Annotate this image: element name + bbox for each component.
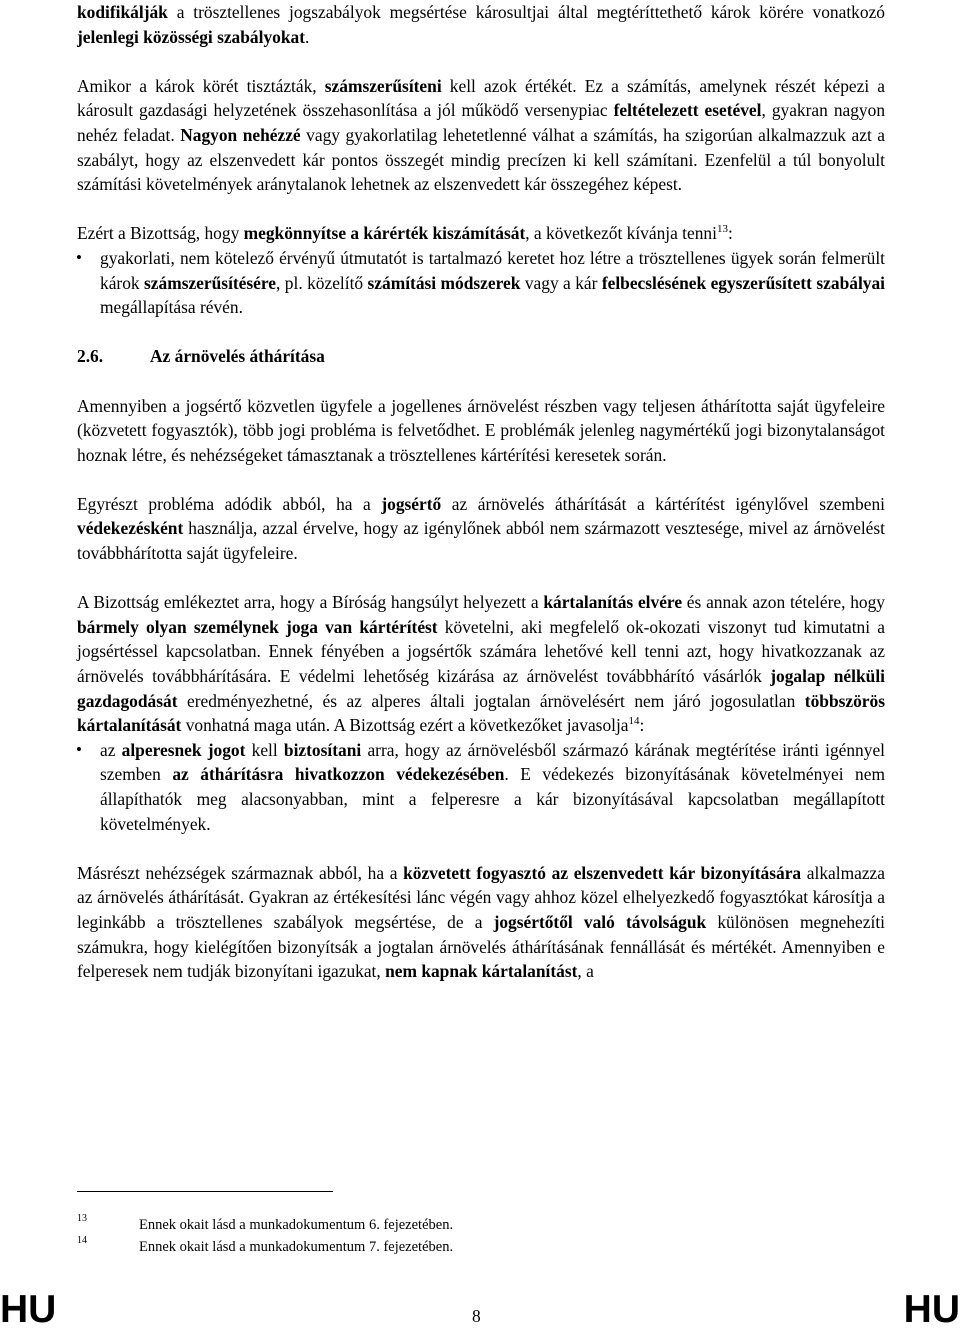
paragraph-4: Amennyiben a jogsértő közvetlen ügyfele a jogellenes árnövelést részben vagy teljesen áthárította saját ügyfeleire (közvetett fogyasztók), több jogi probléma is felvetődhet. E problémák jelenleg nagymértékű jogi bizonytalanságot hoznak létre, és nehézségeket támasztanak a trösztellenes kártérítési keresetek során. xyxy=(77,395,885,465)
bullet-icon: • xyxy=(76,739,82,759)
footnote-number: 13 xyxy=(77,1213,87,1224)
page-number: 8 xyxy=(472,1306,481,1326)
footnote-text: Ennek okait lásd a munkadokumentum 7. fejezetében. xyxy=(139,1239,454,1255)
bullet-list-1 xyxy=(77,246,885,320)
paragraph-7: Másrészt nehézségek származnak abból, ha a közvetett fogyasztó az elszenvedett kár bizonyítására alkalmazza az árnövelés áthárítását. Gyakran az értékesítési lánc végén vagy ahhoz közel elhelyezkedő fogyasztókat károsítja a leginkább a trösztellenes szabályok megsértése, de a jogsértőtől való távolságuk különösen megnehezíti számukra, hogy kielégítően bizonyítsák a jogtalan árnövelés áthárításának fennállását és mértékét. Amennyiben e felperesek nem tudják bizonyítani igazukat, nem kapnak kártalanítást, a xyxy=(77,862,885,982)
footnote-ref-13[interactable]: 13 xyxy=(716,223,728,236)
language-code-left: HU xyxy=(0,1288,57,1331)
language-code-right: HU xyxy=(903,1288,960,1331)
list-item: • az alperesnek jogot kell biztosítani arra, hogy az árnövelésből származó kárának megtérítése iránti igénnyel szemben az áthárításra hivatkozzon védekezésében. E védekezés bizonyításának követelményei nem állapíthatók meg alacsonyabban, mint a felperesre a kár bizonyításával kapcsolatban megállapított követelmények. xyxy=(76,739,886,834)
paragraph-2: Amikor a károk körét tisztázták, számszerűsíteni kell azok értékét. Ez a számítás, amelynek részét képezi a károsult gazdasági helyzetének összehasonlítása a jól működő versenypiac feltételezett esetével, gyakran nagyon nehéz feladat. Nagyon nehézzé vagy gyakorlatilag lehetetlenné válhat a számítás, ha szigorúan alkalmazzuk azt a szabályt, hogy az elszenvedett kár pontos összegét mindig precízen ki kell számítani. Ezenfelül a túl bonyolult számítási követelmények aránytalanok lehetnek az elszenvedett kár összegéhez képest. xyxy=(77,75,886,195)
bullet-icon: • xyxy=(76,247,82,267)
footnote-text: Ennek okait lásd a munkadokumentum 6. fejezetében. xyxy=(139,1217,454,1233)
footnote-divider xyxy=(77,1191,333,1192)
document-body xyxy=(77,0,885,984)
footnote-14 xyxy=(77,1235,677,1256)
paragraph-1: kodifikálják a trösztellenes jogszabályok megsértése károsultjai által megtéríttethető károk körére vonatkozó jelenlegi közösségi szabályokat. xyxy=(77,2,885,47)
bullet-list-2 xyxy=(77,738,885,836)
paragraph-5: Egyrészt probléma adódik abból, ha a jogsértő az árnövelés áthárítását a kártérítést igénylővel szembeni védekezésként használja, azzal érvelve, hogy az igénylőnek abból nem származott vesztesége, mivel az árnövelést továbbhárította saját ügyfeleire. xyxy=(77,493,885,564)
section-title: Az árnövelés áthárítása xyxy=(150,346,325,367)
list-item: • gyakorlati, nem kötelező érvényű útmutatót is tartalmazó keretet hoz létre a trösztellenes ügyek során felmerült károk számszerűsítésére, pl. közelítő számítási módszerek vagy a kár felbecslésének egyszerűsített szabályai megállapítása révén. xyxy=(76,247,885,318)
section-number: 2.6. xyxy=(77,346,104,367)
paragraph-3: Ezért a Bizottság, hogy megkönnyítse a kárérték kiszámítását, a következőt kívánja tenni$^{13}$: xyxy=(77,223,733,244)
section-heading xyxy=(77,344,885,369)
footnote-ref-14[interactable]: 14 xyxy=(628,715,640,728)
footnote-number: 14 xyxy=(77,1235,87,1246)
paragraph-6: A Bizottság emlékeztet arra, hogy a Bíróság hangsúlyt helyezett a kártalanítás elvére és annak azon tételére, hogy bármely olyan személynek joga van kártérítést követelni, aki megfelelő ok-okozati viszonyt tud kimutatni a jogsértéssel kapcsolatban. Ennek fényében a jogsértők számára lehetővé kell tenni azt, hogy hivatkozzanak az árnövelés továbbhárítására. E védelmi lehetőség kizárása az árnövelést továbbhárító vásárlók jogalap nélküli gazdagodását eredményezhetné, és az alperes általi jogtalan árnövelésért nem járó jogosulatlan többszörös kártalanítását vonhatná maga után. A Bizottság ezért a következőket javasolja$^{14}$: xyxy=(77,592,885,736)
footnote-13 xyxy=(77,1213,677,1234)
